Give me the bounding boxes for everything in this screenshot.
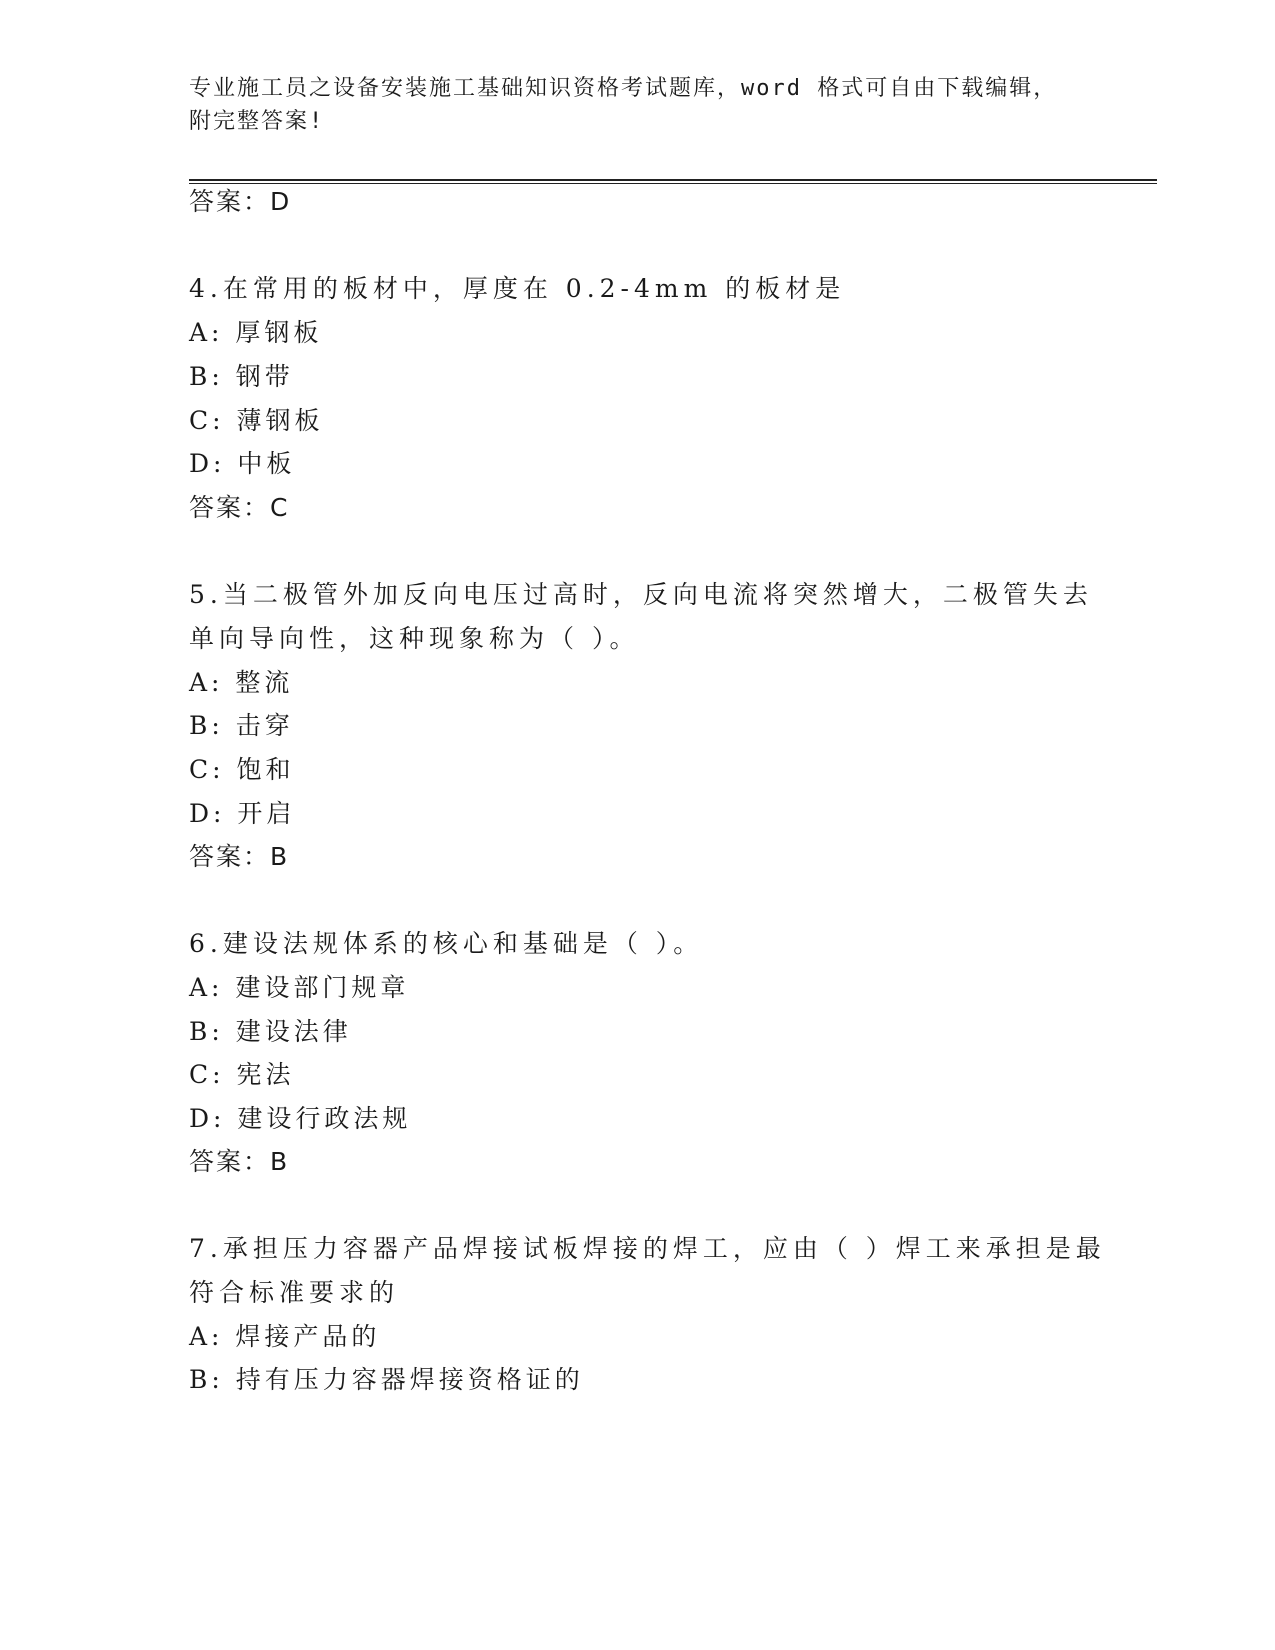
question-5-option-a: A: 整流 — [189, 668, 294, 697]
question-7-text-line-2: 符合标准要求的 — [189, 1278, 400, 1307]
question-4-answer: 答案：C — [189, 493, 290, 522]
question-6-text: 6.建设法规体系的核心和基础是（ ）。 — [189, 929, 704, 958]
question-5-option-d: D: 开启 — [189, 799, 296, 828]
question-6-option-d: D: 建设行政法规 — [189, 1104, 412, 1133]
question-4-text: 4.在常用的板材中，厚度在 0.2-4mm 的板材是 — [189, 274, 846, 303]
document-header — [189, 72, 1069, 138]
question-6-option-b: B: 建设法律 — [189, 1017, 352, 1046]
header-divider — [189, 179, 1157, 184]
question-7-text-line-1: 7.承担压力容器产品焊接试板焊接的焊工，应由（ ）焊工来承担是最 — [189, 1234, 1106, 1263]
question-7-option-a: A: 焊接产品的 — [189, 1322, 381, 1351]
question-5-option-b: B: 击穿 — [189, 711, 294, 740]
question-6-option-a: A: 建设部门规章 — [189, 973, 410, 1002]
question-5-answer: 答案：B — [189, 842, 290, 871]
question-6-option-c: C: 宪法 — [189, 1060, 295, 1089]
question-6-answer: 答案：B — [189, 1147, 290, 1176]
question-4-option-c: C: 薄钢板 — [189, 406, 324, 435]
question-7-option-b: B: 持有压力容器焊接资格证的 — [189, 1365, 584, 1394]
question-5-text-line-2: 单向导向性，这种现象称为（ ）。 — [189, 624, 640, 653]
question-5-text-line-1: 5.当二极管外加反向电压过高时，反向电流将突然增大，二极管失去 — [189, 580, 1093, 609]
answer-previous: 答案：D — [189, 187, 292, 216]
question-4-option-b: B: 钢带 — [189, 362, 294, 391]
header-line-2: 附完整答案! — [189, 109, 325, 134]
header-line-1: 专业施工员之设备安装施工基础知识资格考试题库，word 格式可自由下载编辑， — [189, 76, 1058, 101]
question-4-option-d: D: 中板 — [189, 449, 296, 478]
question-5-option-c: C: 饱和 — [189, 755, 295, 784]
question-4-option-a: A: 厚钢板 — [189, 318, 323, 347]
